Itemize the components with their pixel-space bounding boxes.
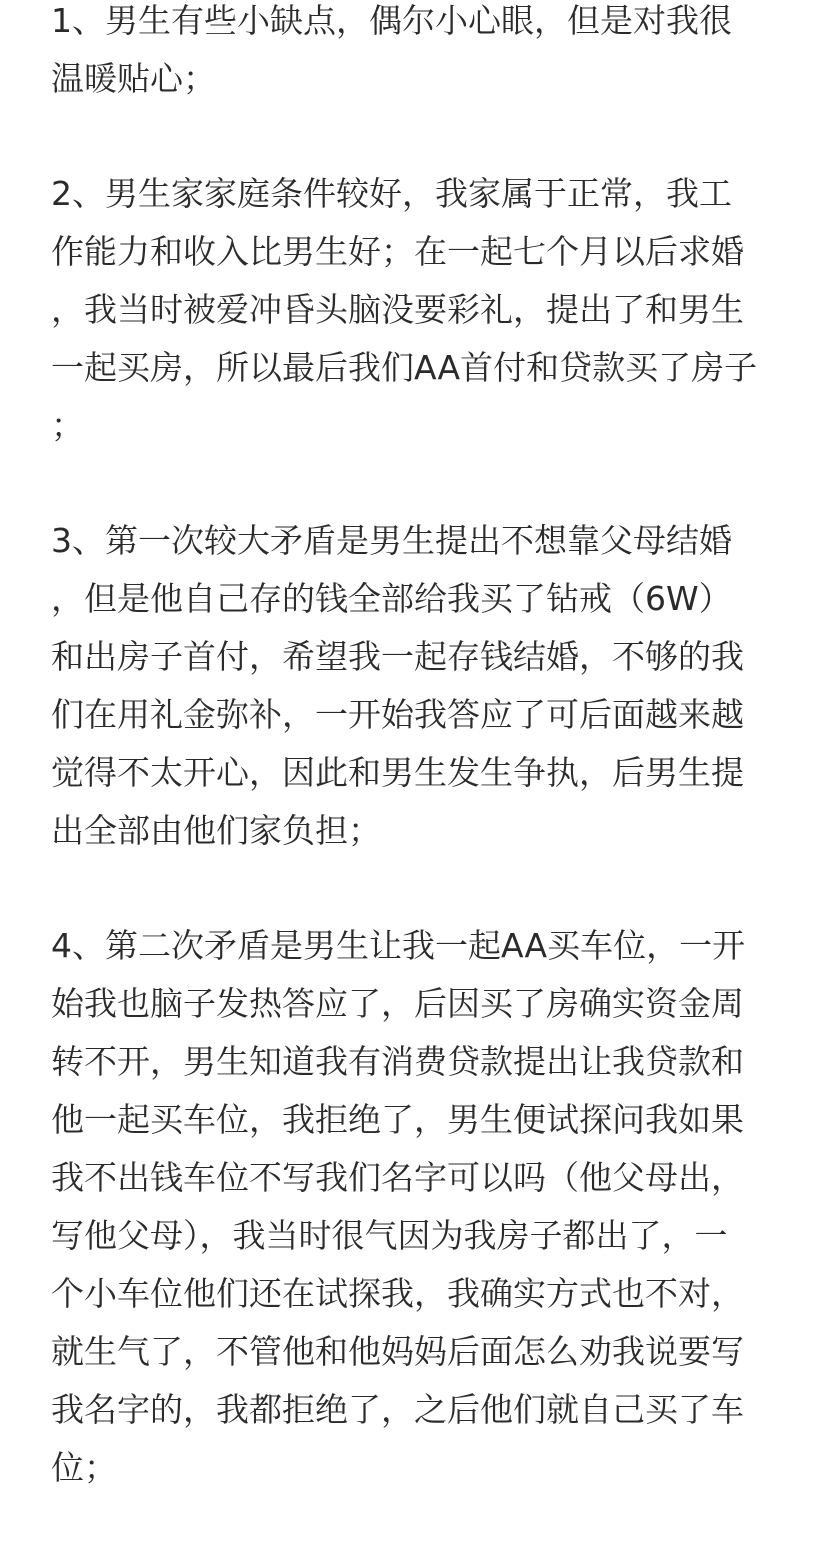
text-line: 他一起买车位，我拒绝了，男生便试探问我如果: [51, 1100, 744, 1139]
text-line: 我名字的，我都拒绝了，之后他们就自己买了车: [51, 1390, 744, 1429]
text-line: 3、第一次较大矛盾是男生提出不想靠父母结婚: [51, 521, 732, 560]
paragraph-2: [51, 165, 791, 455]
text-line: 和出房子首付，希望我一起存钱结婚，不够的我: [51, 637, 744, 676]
text-line: 个小车位他们还在试探我，我确实方式也不对，: [51, 1274, 744, 1313]
text-line: 就生气了，不管他和他妈妈后面怎么劝我说要写: [51, 1332, 744, 1371]
paragraph-4: [51, 917, 791, 1497]
text-line: 4、第二次矛盾是男生让我一起AA买车位，一开: [51, 926, 746, 965]
paragraph-3: [51, 512, 791, 860]
text-line: 1、男生有些小缺点，偶尔小心眼，但是对我很: [51, 1, 732, 40]
text-line: 们在用礼金弥补，一开始我答应了可后面越来越: [51, 695, 744, 734]
text-line: 温暖贴心；: [51, 59, 216, 98]
text-line: ，但是他自己存的钱全部给我买了钻戒（6W）: [51, 579, 732, 618]
paragraph-1: [51, 0, 791, 108]
text-line: 2、男生家家庭条件较好，我家属于正常，我工: [51, 174, 732, 213]
text-line: 转不开，男生知道我有消费贷款提出让我贷款和: [51, 1042, 744, 1081]
text-line: 始我也脑子发热答应了，后因买了房确实资金周: [51, 984, 744, 1023]
text-line: 出全部由他们家负担；: [51, 811, 381, 850]
text-line: ；: [51, 406, 84, 445]
text-line: ，我当时被爱冲昏头脑没要彩礼，提出了和男生: [51, 290, 744, 329]
text-line: 写他父母），我当时很气因为我房子都出了，一: [51, 1216, 728, 1255]
text-line: 一起买房，所以最后我们AA首付和贷款买了房子: [51, 348, 758, 387]
text-line: 我不出钱车位不写我们名字可以吗（他父母出，: [51, 1158, 744, 1197]
text-line: 作能力和收入比男生好；在一起七个月以后求婚: [51, 232, 744, 271]
text-line: 位；: [51, 1448, 117, 1487]
article-body: [51, 0, 791, 1554]
text-line: 觉得不太开心，因此和男生发生争执，后男生提: [51, 753, 744, 792]
